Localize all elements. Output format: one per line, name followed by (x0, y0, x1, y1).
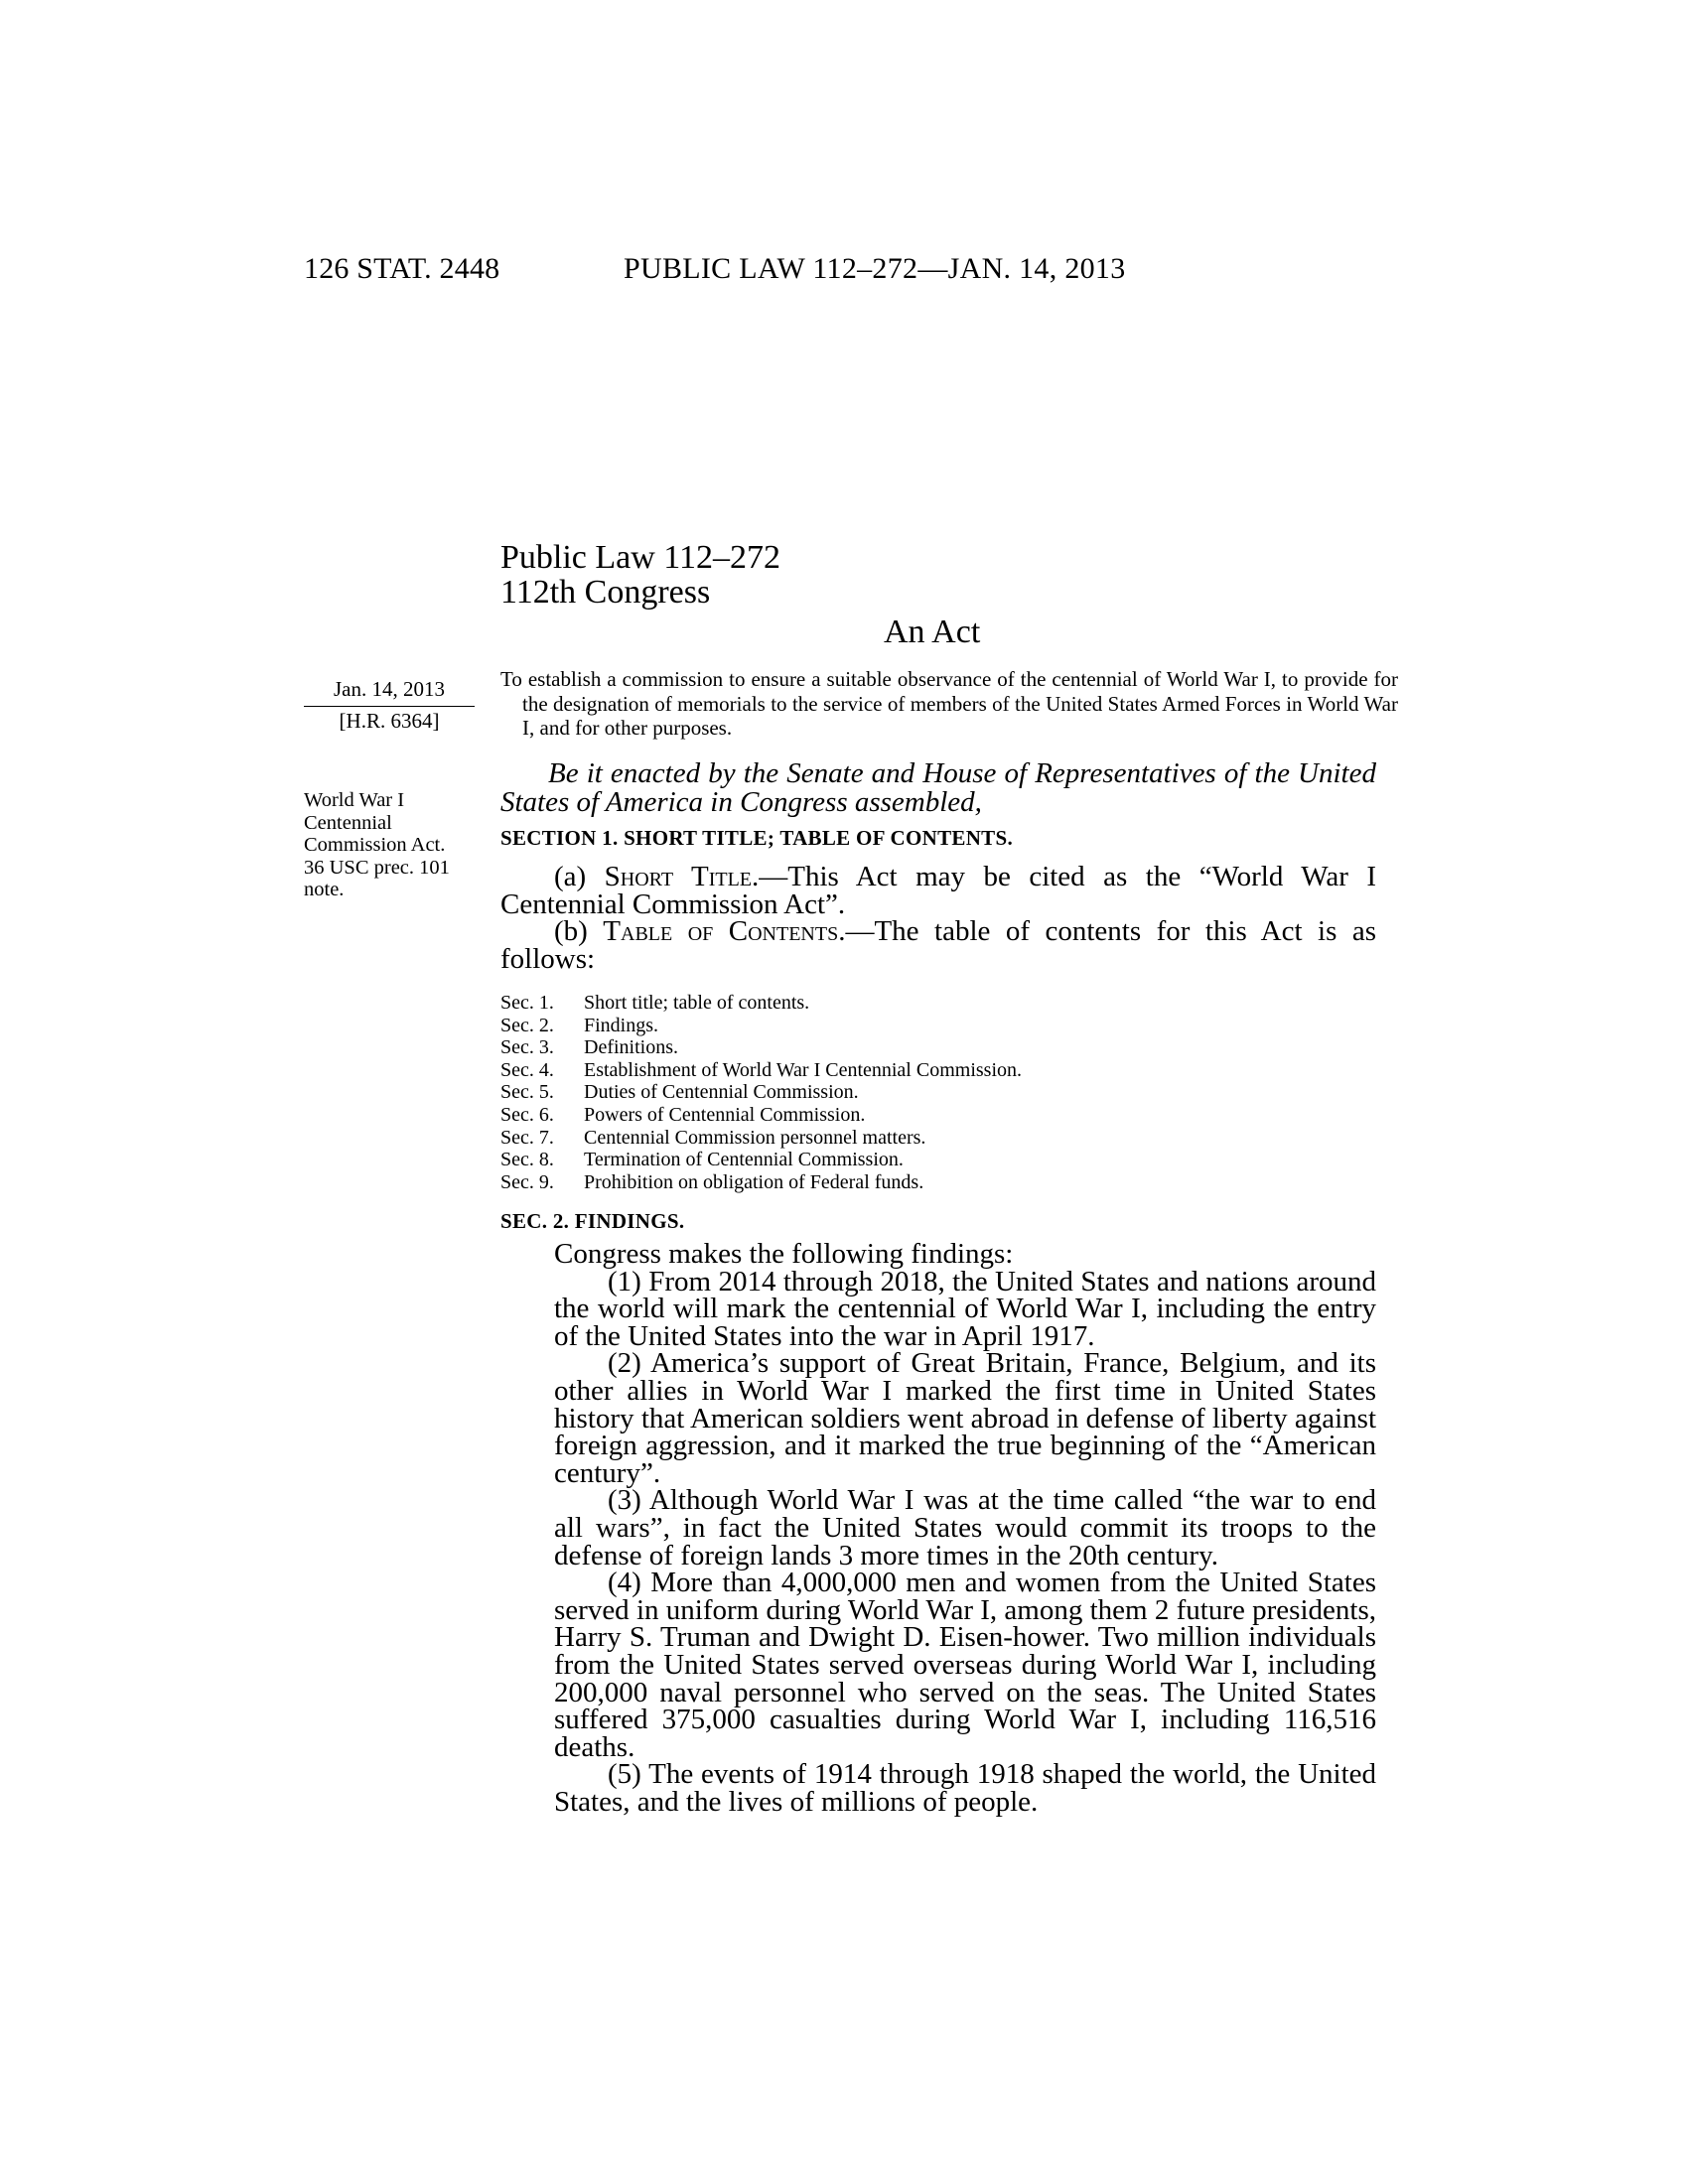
toc-item (500, 1036, 1022, 1059)
enacting-clause: Be it enacted by the Senate and House of Representatives of the United States of America in Congress assembled, (500, 757, 1376, 818)
margin-note-line: World War I (304, 789, 405, 811)
toc-sec-title: Centennial Commission personnel matters. (584, 1126, 926, 1149)
toc-sec-number: Sec. 3. (500, 1036, 554, 1059)
margin-note-line: Centennial (304, 811, 392, 834)
toc-sec-number: Sec. 8. (500, 1149, 554, 1171)
toc-sec-title: Prohibition on obligation of Federal funds. (584, 1170, 924, 1193)
finding-paragraph: (5) The events of 1914 through 1918 shaped the world, the United States, and the lives of millions of people. (554, 1758, 1376, 1818)
toc-item (500, 1059, 1022, 1082)
toc-item (500, 1015, 1022, 1037)
toc-sec-title: Termination of Centennial Commission. (584, 1149, 904, 1171)
toc-item (500, 1081, 1022, 1104)
running-header-title: PUBLIC LAW 112–272—JAN. 14, 2013 (624, 252, 1126, 285)
toc-sec-number: Sec. 7. (500, 1126, 554, 1149)
page-citation: 126 STAT. 2448 (304, 252, 500, 285)
finding-paragraph: (2) America’s support of Great Britain, France, Belgium, and its other allies in World War I marked the first time in United States history that American soldiers went abroad in defense of liberty against foreign aggression, and it marked the true beginning of the “American century”. (554, 1347, 1376, 1489)
toc-sec-number: Sec. 5. (500, 1081, 554, 1104)
margin-note (304, 789, 492, 901)
act-heading: An Act (884, 614, 981, 650)
toc-item (500, 1127, 1022, 1150)
law-number: Public Law 112–272 (500, 539, 781, 576)
toc-sec-number: Sec. 9. (500, 1170, 554, 1193)
toc-sec-number: Sec. 2. (500, 1014, 554, 1036)
findings-intro: Congress makes the following findings: (554, 1238, 1014, 1270)
paragraph-label: Table of Contents (603, 915, 839, 947)
toc-item (500, 992, 1022, 1015)
finding-paragraph: (1) From 2014 through 2018, the United States and nations around the world will mark the centennial of World War I, including the entry of the United States into the war in April 1917. (554, 1265, 1376, 1352)
table-of-contents (500, 992, 1022, 1193)
margin-note-line: note. (304, 879, 345, 900)
short-title-paragraph (500, 861, 1377, 920)
congress-label: 112th Congress (500, 574, 711, 611)
toc-sec-title: Findings. (584, 1014, 659, 1036)
toc-item (500, 1104, 1022, 1127)
paragraph-label: Short Title (604, 861, 753, 892)
toc-item (500, 1171, 1022, 1194)
toc-sec-title: Short title; table of contents. (584, 992, 810, 1014)
findings-list (554, 1238, 1376, 1818)
toc-sec-title: Powers of Centennial Commission. (584, 1103, 866, 1126)
toc-sec-title: Duties of Centennial Commission. (584, 1081, 859, 1104)
section-2-heading: SEC. 2. FINDINGS. (500, 1209, 685, 1233)
margin-note-line: 36 USC prec. 101 (304, 856, 450, 879)
toc-sec-number: Sec. 6. (500, 1103, 554, 1126)
paragraph-text: .—The table of contents for this Act is as follows: (500, 915, 1376, 975)
margin-bill-number: [H.R. 6364] (339, 709, 440, 733)
margin-date: Jan. 14, 2013 (304, 677, 475, 707)
finding-paragraph: (3) Although World War I was at the time called “the war to end all wars”, in fact the United States would commit its troops to the defense of foreign lands 3 more times in the 20th century. (554, 1484, 1376, 1571)
long-title: To establish a commission to ensure a suitable observance of the centennial of World War I, to provide for the designation of memorials to the service of members of the United States Armed Forces in World War I, and for other purposes. (500, 667, 1398, 740)
toc-sec-title: Establishment of World War I Centennial Commission. (584, 1058, 1022, 1081)
toc-sec-title: Definitions. (584, 1036, 678, 1059)
paragraph-text: .—This Act may be cited as the “World War I Centennial Commission Act”. (500, 861, 1377, 920)
margin-note-line: Commission Act. (304, 834, 446, 856)
finding-paragraph: (4) More than 4,000,000 men and women from the United States served in uniform during World War I, among them 2 future presidents, Harry S. Truman and Dwight D. Eisen-hower. Two million individuals from the United States served overseas during World War I, including 200,000 naval personnel who served on the seas. The United States suffered 375,000 casualties during World War I, including 116,516 deaths. (554, 1567, 1376, 1763)
toc-sec-number: Sec. 1. (500, 992, 554, 1014)
toc-paragraph (500, 915, 1376, 975)
paragraph-prefix: (b) (554, 915, 604, 947)
toc-item (500, 1149, 1022, 1171)
section-1-heading: SECTION 1. SHORT TITLE; TABLE OF CONTENTS. (500, 826, 1014, 850)
toc-sec-number: Sec. 4. (500, 1058, 554, 1081)
paragraph-prefix: (a) (554, 861, 605, 892)
